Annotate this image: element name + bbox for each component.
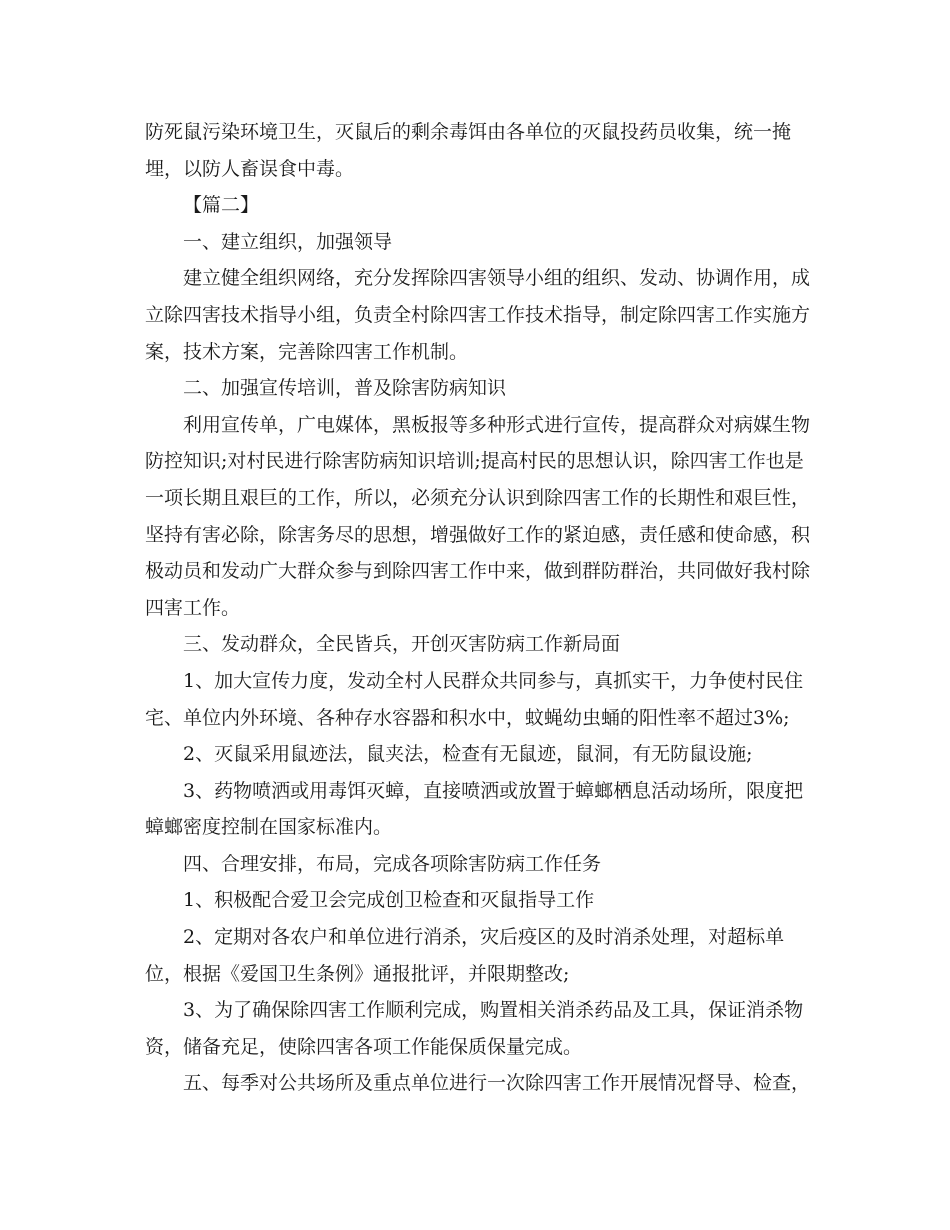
document-paragraph: 防死鼠污染环境卫生，灭鼠后的剩余毒饵由各单位的灭鼠投药员收集，统一掩埋，以防人畜误食中毒。 (145, 121, 792, 180)
document-body (145, 114, 815, 1102)
document-paragraph: 利用宣传单，广电媒体，黑板报等多种形式进行宣传，提高群众对病媒生物防控知识;对村民进行除害防病知识培训;提高村民的思想认识，除四害工作也是一项长期且艰巨的工作，所以，必须充分认识到除四害工作的长期性和艰巨性，坚持有害必除，除害务尽的思想，增强做好工作的紧迫感，责任感和使命感，积极动员和发动广大群众参与到除四害工作中来，做到群防群治，共同做好我村除四害工作。 (145, 413, 811, 619)
document-paragraph: 1、积极配合爱卫会完成创卫检查和灭鼠指导工作 (183, 889, 595, 912)
document-paragraph: 三、发动群众，全民皆兵，开创灭害防病工作新局面 (183, 633, 621, 656)
document-paragraph: 3、为了确保除四害工作顺利完成，购置相关消杀药品及工具，保证消杀物资，储备充足，使除四害各项工作能保质保量完成。 (145, 999, 804, 1058)
document-paragraph: 五、每季对公共场所及重点单位进行一次除四害工作开展情况督导、检查， (183, 1072, 811, 1095)
document-paragraph: 1、加大宣传力度，发动全村人民群众共同参与，真抓实干，力争使村民住宅、单位内外环境、各种存水容器和积水中，蚊蝇幼虫蛹的阳性率不超过3%; (145, 669, 804, 729)
document-paragraph: 【篇二】 (183, 194, 260, 217)
document-paragraph: 2、定期对各农户和单位进行消杀，灾后疫区的及时消杀处理，对超标单位，根据《爱国卫生条例》通报批评，并限期整改; (145, 926, 785, 985)
document-paragraph: 一、建立组织，加强领导 (183, 230, 393, 253)
document-paragraph: 二、加强宣传培训，普及除害防病知识 (183, 377, 507, 400)
document-paragraph: 2、灭鼠采用鼠迹法，鼠夹法，检查有无鼠迹，鼠洞，有无防鼠设施; (183, 743, 753, 766)
document-paragraph: 四、合理安排，布局，完成各项除害防病工作任务 (183, 852, 602, 875)
document-paragraph: 3、药物喷洒或用毒饵灭蟑，直接喷洒或放置于蟑螂栖息活动场所，限度把蟑螂密度控制在国家标准内。 (145, 779, 804, 839)
document-paragraph: 建立健全组织网络，充分发挥除四害领导小组的组织、发动、协调作用，成立除四害技术指导小组，负责全村除四害工作技术指导，制定除四害工作实施方案，技术方案，完善除四害工作机制。 (145, 267, 811, 363)
